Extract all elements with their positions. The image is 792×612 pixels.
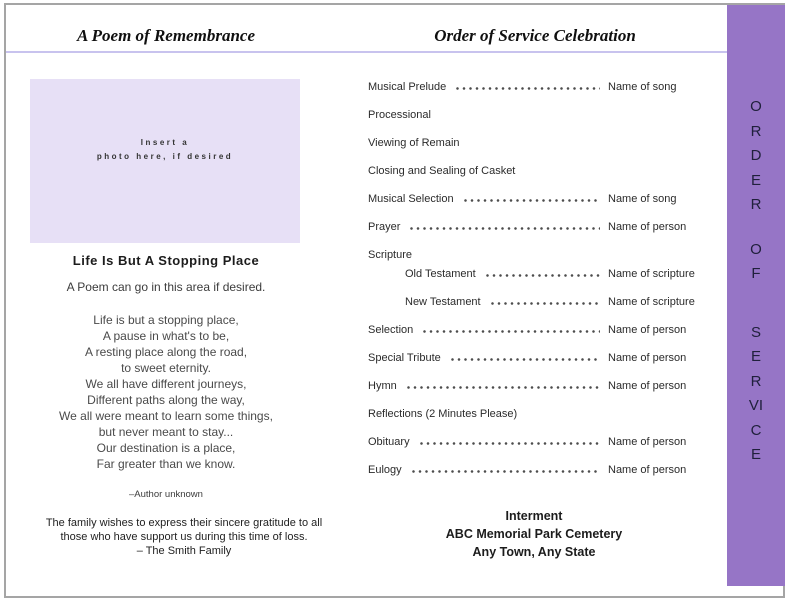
poem-author: –Author unknown bbox=[129, 489, 203, 500]
service-item-value: Name of scripture bbox=[608, 268, 695, 280]
service-item-row bbox=[368, 402, 700, 420]
poem-title: Life Is But A Stopping Place bbox=[72, 253, 260, 268]
service-item-value: Name of person bbox=[608, 221, 687, 233]
interment-cemetery: ABC Memorial Park Cemetery bbox=[445, 527, 623, 541]
poem-line: to sweet eternity. bbox=[121, 361, 211, 375]
poem-line: We all have different journeys, bbox=[85, 377, 247, 391]
dotted-leader bbox=[420, 442, 600, 445]
service-item-row bbox=[368, 215, 700, 233]
service-item-row bbox=[368, 374, 700, 392]
service-item-label: New Testament bbox=[405, 296, 481, 308]
poem-line: We all were meant to learn some things, bbox=[59, 409, 273, 423]
service-item-label: Obituary bbox=[368, 436, 410, 448]
family-message bbox=[6, 516, 362, 558]
poem-body bbox=[0, 312, 332, 472]
band-word: SERVICE bbox=[748, 323, 764, 463]
poem-line: A resting place along the road, bbox=[84, 345, 248, 359]
dotted-leader bbox=[451, 358, 600, 361]
service-item-label: Eulogy bbox=[368, 464, 402, 476]
photo-placeholder-line2: photo here, if desired bbox=[96, 152, 234, 161]
service-item-row bbox=[368, 243, 700, 261]
service-item-row bbox=[368, 346, 700, 364]
service-item-value: Name of person bbox=[608, 464, 687, 476]
dotted-leader bbox=[423, 330, 600, 333]
service-item-label: Scripture bbox=[368, 249, 413, 261]
service-item-row bbox=[368, 75, 700, 93]
order-of-service-band bbox=[727, 5, 785, 586]
left-page-title: A Poem of Remembrance bbox=[76, 26, 255, 45]
service-item-label: Special Tribute bbox=[368, 352, 441, 364]
service-item-label: Reflections (2 Minutes Please) bbox=[368, 408, 518, 420]
poem-line: Life is but a stopping place, bbox=[93, 313, 239, 327]
poem-line: Our destination is a place, bbox=[96, 441, 236, 455]
poem-line: A pause in what's to be, bbox=[102, 329, 230, 343]
service-item-value: Name of person bbox=[608, 436, 687, 448]
dotted-leader bbox=[412, 470, 600, 473]
dotted-leader bbox=[456, 87, 600, 90]
service-item-value: Name of person bbox=[608, 380, 687, 392]
service-item-row bbox=[368, 131, 700, 149]
service-item-row bbox=[368, 430, 700, 448]
band-word: ORDER bbox=[750, 98, 762, 213]
photo-placeholder-line1: Insert a bbox=[140, 138, 190, 147]
service-item-label: Prayer bbox=[368, 221, 401, 233]
service-item-value: Name of scripture bbox=[608, 296, 695, 308]
photo-placeholder[interactable] bbox=[30, 79, 300, 243]
interment-location: Any Town, Any State bbox=[472, 545, 596, 559]
service-item-label: Selection bbox=[368, 324, 414, 336]
service-item-row bbox=[368, 262, 700, 280]
service-item-value: Name of song bbox=[608, 81, 677, 93]
interment-title: Interment bbox=[505, 509, 563, 523]
family-message-line: those who have support us during this time of loss. bbox=[60, 531, 308, 543]
service-item-row bbox=[368, 318, 700, 336]
band-word: OF bbox=[750, 240, 762, 282]
poem-note: A Poem can go in this area if desired. bbox=[66, 280, 266, 294]
service-item-label: Musical Selection bbox=[368, 193, 454, 205]
poem-line: Far greater than we know. bbox=[96, 457, 236, 471]
service-item-label: Processional bbox=[368, 109, 431, 121]
service-item-value: Name of song bbox=[608, 193, 677, 205]
dotted-leader bbox=[407, 386, 600, 389]
dotted-leader bbox=[464, 199, 600, 202]
family-message-line: – The Smith Family bbox=[136, 545, 232, 557]
interment-block bbox=[368, 507, 700, 561]
dotted-leader bbox=[410, 227, 600, 230]
service-item-label: Hymn bbox=[368, 380, 397, 392]
service-item-value: Name of person bbox=[608, 324, 687, 336]
service-item-row bbox=[368, 290, 700, 308]
service-list bbox=[368, 75, 700, 486]
photo-placeholder-text bbox=[30, 79, 300, 164]
family-message-line: The family wishes to express their sincere gratitude to all bbox=[45, 517, 323, 529]
poem-line: but never meant to stay... bbox=[98, 425, 234, 439]
service-item-label: Old Testament bbox=[405, 268, 476, 280]
right-page-title: Order of Service Celebration bbox=[434, 26, 636, 45]
service-item-row bbox=[368, 187, 700, 205]
service-item-value: Name of person bbox=[608, 352, 687, 364]
dotted-leader bbox=[486, 274, 600, 277]
service-item-row bbox=[368, 159, 700, 177]
service-item-label: Viewing of Remain bbox=[368, 137, 460, 149]
service-item-label: Closing and Sealing of Casket bbox=[368, 165, 516, 177]
service-item-label: Musical Prelude bbox=[368, 81, 447, 93]
header-divider bbox=[6, 51, 727, 53]
poem-line: Different paths along the way, bbox=[87, 393, 245, 407]
service-item-row bbox=[368, 103, 700, 121]
dotted-leader bbox=[491, 302, 600, 305]
service-item-row bbox=[368, 458, 700, 476]
